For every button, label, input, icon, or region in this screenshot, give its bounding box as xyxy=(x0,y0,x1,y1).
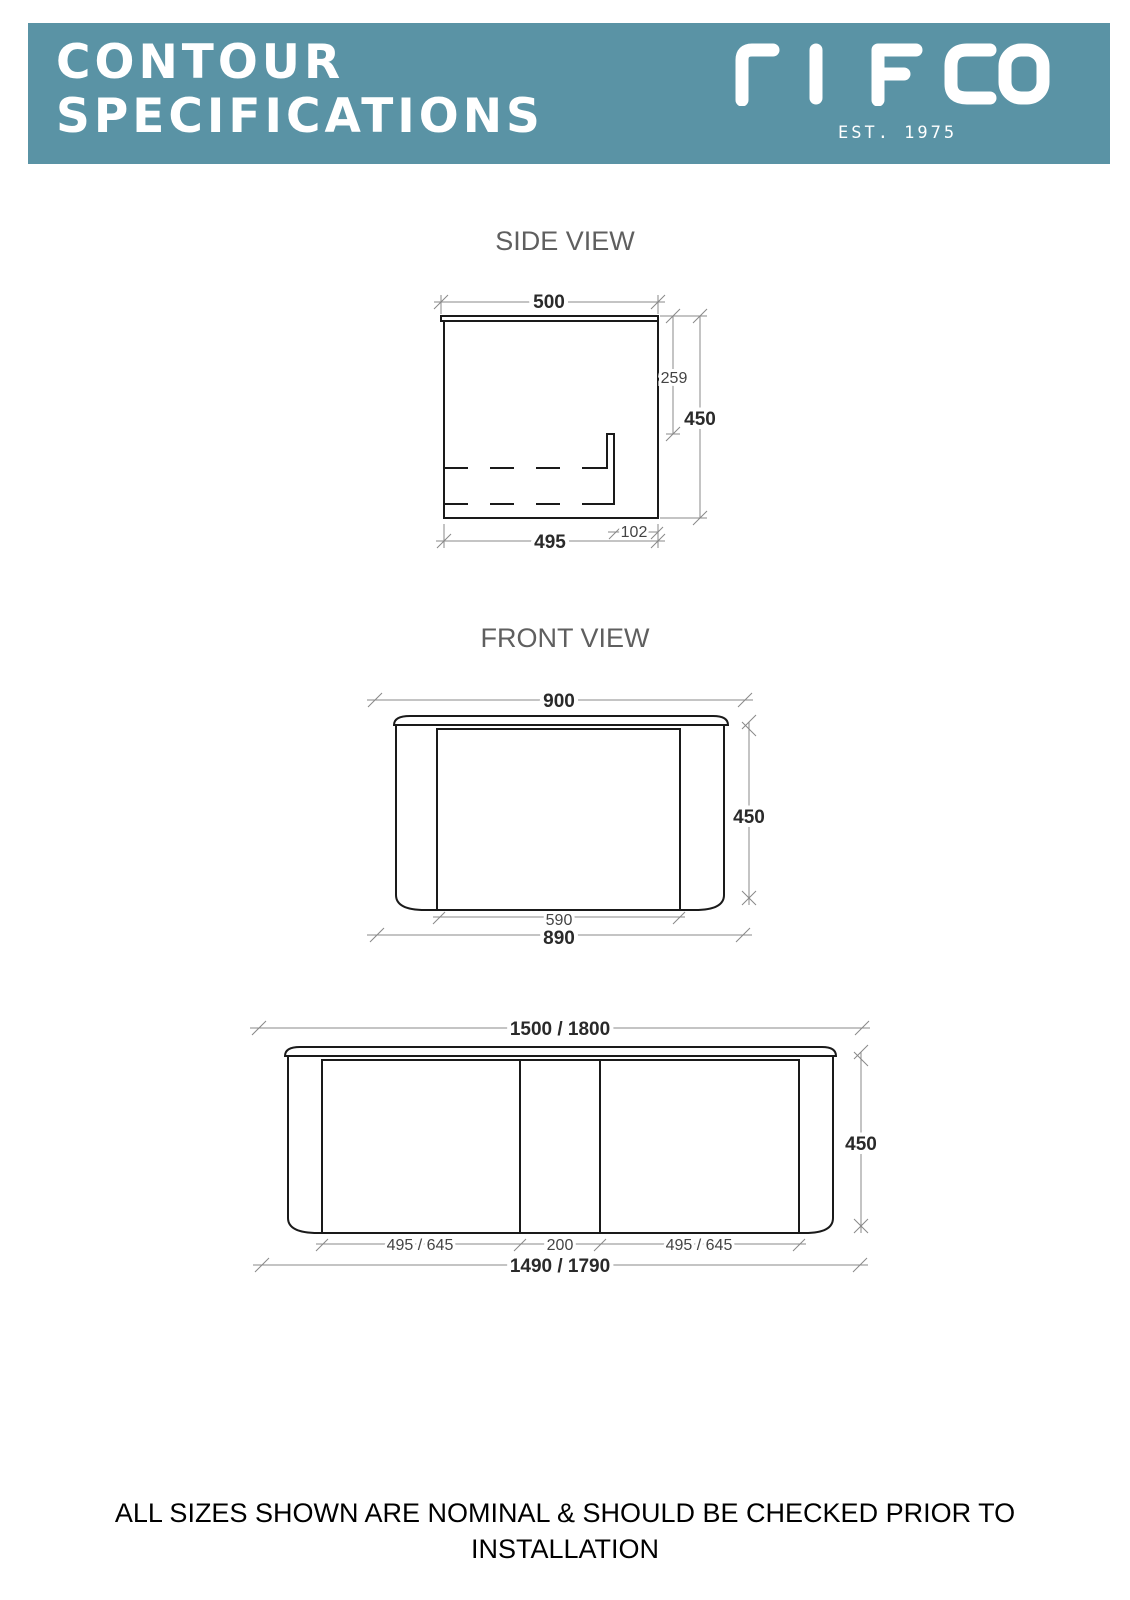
front-dim-890: 890 xyxy=(543,928,575,949)
front-view-heading: FRONT VIEW xyxy=(480,623,650,653)
wide-dim-left-door: 495 / 645 xyxy=(386,1237,454,1254)
front-view-body xyxy=(396,725,724,910)
front-view-drawing xyxy=(367,691,765,949)
front-dim-590: 590 xyxy=(545,912,573,929)
side-dim-495: 495 xyxy=(534,532,566,553)
wide-dim-width-bottom: 1490 / 1790 xyxy=(509,1256,611,1277)
wide-view-center-panel xyxy=(520,1060,600,1233)
front-view-top xyxy=(394,716,728,725)
title-line-2: SPECIFICATIONS xyxy=(56,89,544,144)
title-line-1: CONTOUR xyxy=(56,35,345,90)
wide-view-top xyxy=(285,1047,836,1056)
logo-established: EST. 1975 xyxy=(838,123,958,143)
wide-dim-right-door: 495 / 645 xyxy=(665,1237,733,1254)
wide-view-body xyxy=(288,1056,833,1233)
wide-view-left-door xyxy=(322,1060,520,1233)
wide-dim-width-top: 1500 / 1800 xyxy=(509,1019,611,1040)
side-dim-450: 450 xyxy=(684,409,716,430)
disclaimer xyxy=(0,1495,1130,1567)
side-dim-500: 500 xyxy=(533,292,565,313)
side-view-heading: SIDE VIEW xyxy=(495,226,635,256)
wide-view-drawing xyxy=(250,1019,877,1277)
front-view-door xyxy=(437,729,680,910)
disclaimer-line-2: INSTALLATION xyxy=(470,1534,660,1564)
wide-dim-center-panel: 200 xyxy=(546,1237,574,1254)
side-dim-102: 102 xyxy=(620,524,648,541)
side-dim-259: 259 xyxy=(660,370,688,387)
side-view-drawing xyxy=(434,292,716,553)
wide-dim-450: 450 xyxy=(845,1134,877,1155)
front-dim-900: 900 xyxy=(543,691,575,712)
side-view-drawer xyxy=(583,434,614,504)
wide-view-right-door xyxy=(600,1060,799,1233)
side-view-body xyxy=(444,321,658,518)
front-dim-450: 450 xyxy=(733,807,765,828)
disclaimer-line-1: ALL SIZES SHOWN ARE NOMINAL & SHOULD BE CHECKED PRIOR TO xyxy=(114,1498,1016,1528)
